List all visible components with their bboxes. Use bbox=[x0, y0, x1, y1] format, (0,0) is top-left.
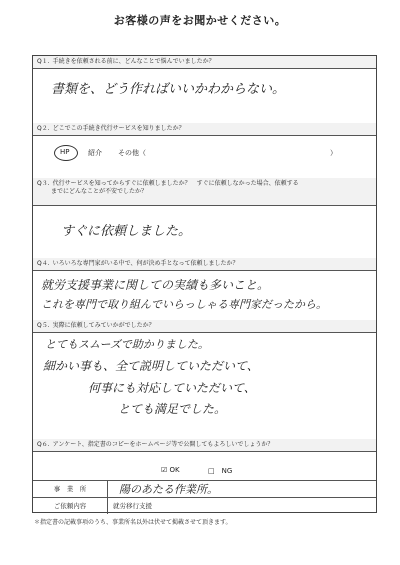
request-value: 就労移行支援 bbox=[113, 502, 152, 510]
q5-answer-line3: 何事にも対応していただいて、 bbox=[88, 381, 256, 395]
q6-option-ok: ☑ OK bbox=[161, 466, 180, 474]
q2-option-other: その他（ bbox=[118, 149, 146, 157]
q6-question: アンケート、指定書のコピーをホームページ等で公開してもよろしいでしょうか？ bbox=[52, 441, 274, 448]
q3-question-line2: までにどんなことが不安でしたか？ bbox=[51, 188, 148, 195]
q5-answer-line1: とてもスムーズで助かりました。 bbox=[45, 338, 209, 351]
q3-number: Q３. bbox=[37, 180, 50, 187]
q6-option-ng: □ NG bbox=[208, 467, 233, 475]
q4-answer-line1: 就労支援事業に関しての実績も多いこと。 bbox=[41, 278, 270, 292]
q2-option-hp: HP bbox=[60, 148, 70, 156]
q4-question-row bbox=[33, 258, 376, 271]
q5-question-row bbox=[33, 320, 376, 333]
survey-form bbox=[32, 55, 377, 513]
q5-question: 実際に依頼してみていかがでしたか？ bbox=[52, 322, 155, 329]
q1-question: 手続きを依頼される前に、どんなことで悩んでいましたか？ bbox=[52, 58, 215, 65]
q5-answer-line2: 細かい事も、全て説明していただいて、 bbox=[43, 359, 259, 373]
q6-number: Q６. bbox=[37, 441, 50, 448]
q2-number: Q２. bbox=[37, 125, 50, 132]
q4-question: いろいろな専門家がいる中で、何が決め手となって依頼しましたか？ bbox=[52, 260, 239, 267]
q5-number: Q５. bbox=[37, 322, 50, 329]
q1-question-row bbox=[33, 56, 376, 69]
office-value: 陽のあたる作業所。 bbox=[119, 483, 218, 496]
q2-question: どこでこの手続き代行サービスを知りましたか？ bbox=[52, 125, 185, 132]
q1-answer: 書類を、どう作ればいいかわからない。 bbox=[51, 82, 286, 97]
office-label: 事 業 所 bbox=[53, 485, 87, 493]
q3-question-row bbox=[33, 178, 376, 206]
request-label: ご依頼内容 bbox=[53, 502, 87, 510]
q6-question-row bbox=[33, 439, 376, 452]
q3-question: 代行サービスを知ってからすぐに依頼しましたか？ すぐに依頼しなかった場合、依頼する bbox=[52, 180, 299, 187]
q2-question-row bbox=[33, 123, 376, 136]
page-title: お客様の声をお聞かせください。 bbox=[113, 14, 287, 27]
q1-number: Q１. bbox=[37, 58, 50, 65]
q4-answer-line2: これを専門で取り組んでいらっしゃる専門家だったから。 bbox=[41, 298, 327, 311]
q4-number: Q４. bbox=[37, 260, 50, 267]
q3-answer: すぐに依頼しました。 bbox=[61, 224, 192, 239]
q2-option-other-close: ） bbox=[330, 149, 337, 157]
q2-option-intro: 紹介 bbox=[88, 149, 102, 157]
footnote: ＊指定書の記載事項のうち、事業所名以外は伏せて掲載させて頂きます。 bbox=[34, 519, 232, 526]
q5-answer-line4: とても満足でした。 bbox=[118, 402, 227, 416]
